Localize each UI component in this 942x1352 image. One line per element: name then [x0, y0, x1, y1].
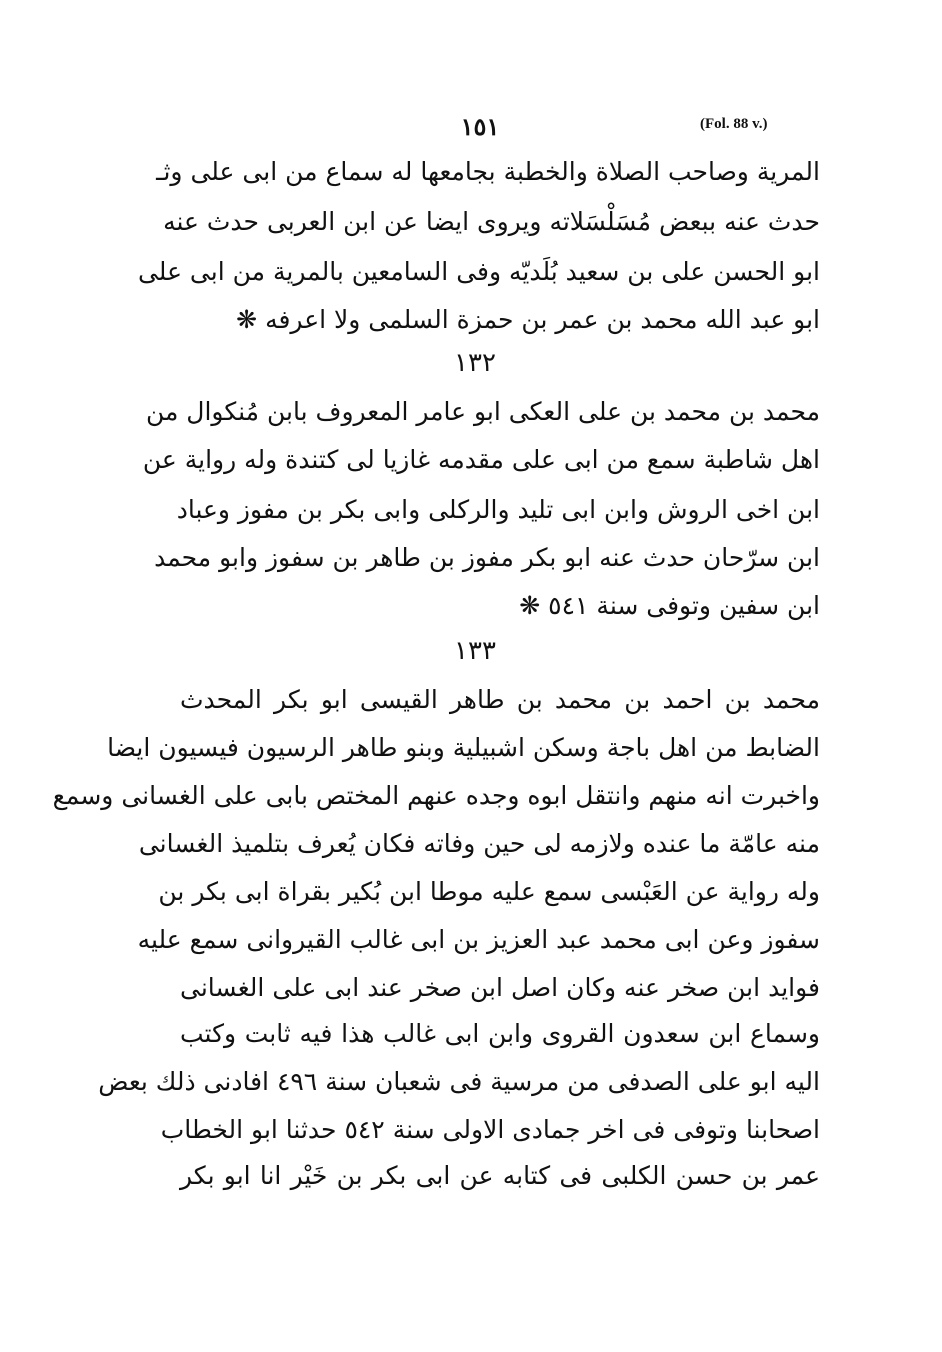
text-line: عمر بن حسن الكلبى فى كتابه عن ابى بكر بن خَيْر انا ابو بكر [180, 1161, 820, 1190]
text-line: منه عامّة ما عنده ولازمه لى حين وفاته فكان يُعرف بتلميذ الغسانى [138, 829, 820, 858]
text-line: سفوز وعن ابى محمد عبد العزيز بن ابى غالب القيروانى سمع عليه [137, 925, 820, 954]
folio-reference: (Fol. 88 v.) [700, 116, 768, 132]
entry-number: ١٣٢ [454, 348, 496, 378]
text-line: محمد بن محمد بن على العكى ابو عامر المعروف بابن مُنكوال من [145, 397, 820, 426]
text-line: اصحابنا وتوفى فى اخر جمادى الاولى سنة ٥٤٢ حدثنا ابو الخطاب [160, 1115, 820, 1144]
text-line: اهل شاطبة سمع من ابى على مقدمه غازيا لى كتندة وله رواية عن [142, 445, 820, 474]
entry-number: ١٣٣ [454, 636, 496, 666]
text-line: محمد بن احمد بن محمد بن طاهر القيسى ابو بكر المحدث [180, 685, 820, 714]
text-line: ابن سفين وتوفى سنة ٥٤١ ❋ [519, 591, 820, 620]
text-line: ابن سرّحان حدث عنه ابو بكر مفوز بن طاهر بن سفوز وابو محمد [154, 543, 820, 572]
text-line: وله رواية عن العَبْسى سمع عليه موطا ابن بُكير بقراة ابى بكر بن [158, 877, 820, 906]
text-line: فوايد ابن صخر عنه وكان اصل ابن صخر عند ابى على الغسانى [180, 973, 820, 1002]
text-line: وسماع ابن سعدون القروى وابن ابى غالب هذا فيه ثابت وكتب [180, 1019, 820, 1048]
text-line: حدث عنه ببعض مُسَلْسَلاته ويروى ايضا عن ابن العربى حدث عنه [163, 207, 820, 236]
text-line: ابن اخى الروش وابن ابى تليد والركلى وابى بكر بن مفوز وعباد [176, 495, 820, 524]
text-line: المرية وصاحب الصلاة والخطبة بجامعها له سماع من ابى على وثـ [156, 157, 820, 186]
text-line: واخبرت انه منهم وانتقل ابوه وجده عنهم المختص بابى على الغسانى وسمع [52, 781, 820, 810]
text-line: ابو الحسن على بن سعيد بُلَديّه وفى السامعين بالمرية من ابى على [137, 257, 820, 286]
text-line: ابو عبد الله محمد بن عمر بن حمزة السلمى ولا اعرفه ❋ [236, 305, 820, 334]
text-line: اليه ابو على الصدفى من مرسية فى شعبان سنة ٤٩٦ افادنى ذلك بعض [98, 1067, 820, 1096]
text-line: الضابط من اهل باجة وسكن اشبيلية وبنو طاهر الرسيون فيسيون ايضا [107, 733, 820, 762]
page-number: ١٥١ [460, 112, 500, 141]
